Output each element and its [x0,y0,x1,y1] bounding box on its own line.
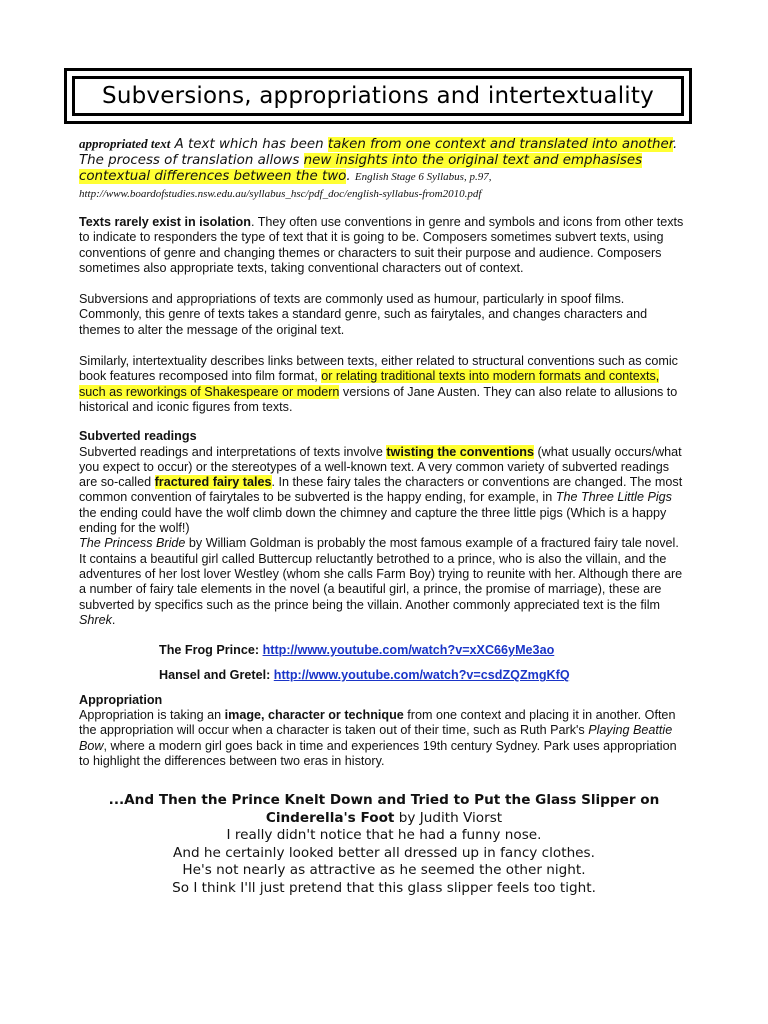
intertextuality-paragraph [79,354,689,415]
frog-prince-label: The Frog Prince: [159,643,263,658]
subverted-text-1: Subverted readings and interpretations of texts involve [79,444,387,459]
definition-text-2: . The process of translation allows [79,137,678,169]
definition-text-1: A text which has been [170,137,328,152]
poem [70,792,698,898]
subverted-heading [79,429,689,444]
subverted-text-6: . [111,612,116,627]
subverted-paragraph [79,445,689,629]
hansel-gretel-line [159,668,689,683]
subverted-text-5: by William Goldman is probably the most famous example of a fractured fairy tale novel. It contains a beautiful girl called Buttercup reluctantly betrothed to a prince, who is also the villain, and the adventures of her lost lover Westley (whom she calls Farm Boy) trying to reunite with her. Although there are a number of fairy tale elements in the novel (a beautiful girl, a prince, the promise of marriage), these are subverted by specifics such as the prince being the villain. Another commonly appreciated text is the film [79,536,683,612]
intertextuality-highlight: or relating traditional texts into modern formats and contexts, such as reworkings of Shakespeare or modern [79,369,660,399]
appropriation-text-3: , where a modern girl goes back in time and experiences 19th century Sydney. Park uses appropriation to highlight the differences between two eras in history. [79,738,677,768]
appropriation-text-2: from one context and placing it in another. Often the appropriation will occur when a character is taken out of their time, such as Ruth Park's [79,708,676,738]
appropriation-heading-text: Appropriation [79,692,163,707]
page-title: Subversions, appropriations and intertextuality [102,83,654,109]
isolation-paragraph [79,215,689,276]
subverted-text-3: . In these fairy tales the characters or conventions are changed. The most common convention of fairytales to be subverted is the happy ending, for example, in [79,475,683,505]
subverted-text-2: (what usually occurs/what you expect to occur) or the stereotypes of a well-known text. A very common variety of subverted readings are so-called [79,444,682,490]
title-inner-border [72,76,684,116]
three-little-pigs: The Three Little Pigs [555,490,672,505]
humour-paragraph: Subversions and appropriations of texts are commonly used as humour, particularly in spoof films. Commonly, this genre of texts takes a standard genre, such as fairytales, and changes characters and themes to alter the message of the original text. [79,292,648,337]
definition-highlight-1: taken from one context and translated into another [327,137,674,152]
isolation-text: . They often use conventions in genre and symbols and icons from other texts to indicate to responders the type of text that it is going to be. Composers sometimes subvert texts, using conventions of genre and changing themes or characters to suit their purpose and audience. Composers sometimes also appropriate texts, taking conventional characters out of context. [79,215,684,275]
appropriation-paragraph [79,708,689,769]
poem-byline: by Judith Viorst [394,809,503,826]
frog-prince-line [159,643,689,658]
definition-term: appropriated text [79,136,171,151]
definition-paragraph [79,136,689,201]
princess-bride: The Princess Bride [79,536,186,551]
poem-line: I really didn't notice that he had a funny nose. [226,827,542,844]
hansel-gretel-link[interactable]: http://www.youtube.com/watch?v=csdZQZmgKfQ [273,668,570,683]
isolation-lead: Texts rarely exist in isolation [79,215,251,229]
frog-prince-link[interactable]: http://www.youtube.com/watch?v=xXC66yMe3ao [262,643,555,658]
intertextuality-text-1: Similarly, intertextuality describes links between texts, either related to structural conventions such as comic book features recomposed into film format, [79,354,678,384]
subverted-highlight-1: twisting the conventions [386,444,534,459]
playing-beattie-bow: Playing Beattie Bow [79,723,673,753]
syllabus-url: http://www.boardofstudies.nsw.edu.au/syllabus_hsc/pdf_doc/english-syllabus-from2010.pdf [79,187,482,200]
subverted-text-4: the ending could have the wolf climb down the chimney and capture the three little pigs (Which is a happy ending for the wolf!) [79,505,667,536]
definition-highlight-2: new insights into the original text and emphasises contextual differences between the two [79,153,643,185]
shrek: Shrek [79,612,112,627]
appropriation-heading [79,693,689,708]
appropriation-text-1: Appropriation is taking an [79,708,225,723]
poem-heading [70,792,698,827]
hansel-gretel-label: Hansel and Gretel: [159,668,274,683]
subverted-highlight-2: fractured fairy tales [154,475,272,490]
poem-line: He's not nearly as attractive as he seemed the other night. [182,862,586,879]
poem-title: ...And Then the Prince Knelt Down and Tried to Put the Glass Slipper on Cinderella's Foot [108,792,660,826]
document-body [79,136,689,769]
definition-text-3: . [346,169,355,185]
appropriation-bold: image, character or technique [224,708,404,723]
intertextuality-text-2: versions of Jane Austen. They can also relate to allusions to historical and iconic figures from texts. [79,384,678,414]
poem-line: And he certainly looked better all dressed up in fancy clothes. [173,844,595,861]
syllabus-citation: English Stage 6 Syllabus, p.97, [354,171,492,184]
poem-line: So I think I'll just pretend that this glass slipper feels too tight. [172,879,596,896]
subverted-heading-text: Subverted readings [79,429,197,444]
title-box [64,68,692,124]
